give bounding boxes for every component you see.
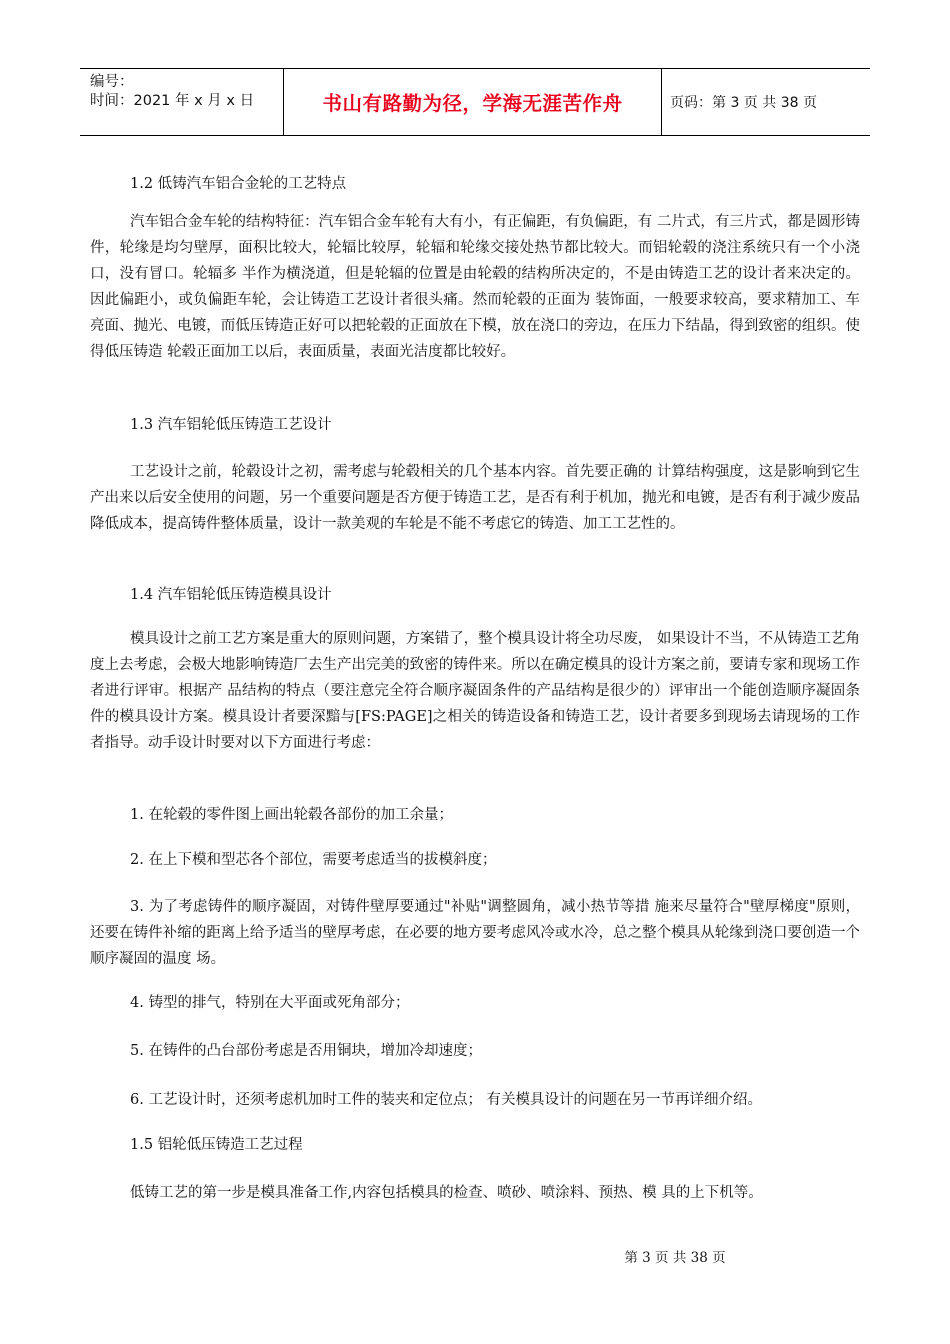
list-item: 5. 在铸件的凸台部份考虑是否用铜块，增加冷却速度； xyxy=(130,1043,482,1059)
list-item: 3. 为了考虑铸件的顺序凝固，对铸件壁厚要通过"补贴"调整圆角，减小热节等措 施来尽量符合"壁厚梯度"原则，还要在铸件补缩的距离上给予适当的壁厚考虑，在必要的地方要考虑风冷或水冷，总之整个模具从轮缘到浇口要创造一个顺序凝固的温度 场。 xyxy=(90,899,860,967)
page-header xyxy=(80,68,870,136)
list-item: 4. 铸型的排气，特别在大平面或死角部分； xyxy=(130,995,410,1011)
list-item: 6. 工艺设计时，还须考虑机加时工件的装夹和定位点； 有关模具设计的问题在另一节再详细介绍。 xyxy=(130,1092,763,1108)
section-heading: 1.5 铝轮低压铸造工艺过程 xyxy=(130,1137,303,1153)
date-label: 时间：2021 年 x 月 x 日 xyxy=(90,93,255,109)
header-motto: 书山有路勤为径，学海无涯苦作舟 xyxy=(322,92,623,115)
header-page-info: 页码：第 3 页 共 38 页 xyxy=(670,95,817,111)
section-heading: 1.3 汽车铝轮低压铸造工艺设计 xyxy=(130,417,332,433)
paragraph: 汽车铝合金车轮的结构特征：汽车铝合金车轮有大有小，有正偏距，有负偏距，有 二片式，有三片式，都是圆形铸件，轮缘是均匀壁厚，面积比较大，轮辐比较厚，轮辐和轮缘交接处热节都比较大。而铝轮毂的浇注系统只有一个小浇口，没有冒口。轮辐多 半作为横浇道，但是轮辐的位置是由轮毂的结构所决定的，不是由铸造工艺的设计者来决定的。因此偏距小，或负偏距车轮，会让铸造工艺设计者很头痛。然而轮毂的正面为 装饰面，一般要求较高，要求精加工、车亮面、抛光、电镀，而低压铸造正好可以把轮毂的正面放在下模，放在浇口的旁边，在压力下结晶，得到致密的组织。使得低压铸造 轮毂正面加工以后，表面质量，表面光洁度都比较好。 xyxy=(90,214,860,360)
paragraph: 工艺设计之前，轮毂设计之初，需考虑与轮毂相关的几个基本内容。首先要正确的 计算结构强度，这是影响到它生产出来以后安全使用的问题，另一个重要问题是否方便于铸造工艺，是否有利于机加，抛光和电镀，是否有利于减少废品降低成本，提高铸件整体质量，设计一款美观的车轮是不能不考虑它的铸造、加工工艺性的。 xyxy=(90,464,860,532)
header-divider xyxy=(661,69,662,135)
section-heading: 1.4 汽车铝轮低压铸造模具设计 xyxy=(130,587,332,603)
number-label: 编号： xyxy=(90,74,134,90)
paragraph: 模具设计之前工艺方案是重大的原则问题，方案错了，整个模具设计将全功尽废， 如果设计不当，不从铸造工艺角度上去考虑，会极大地影响铸造厂去生产出完美的致密的铸件来。所以在确定模具的设计方案之前，要请专家和现场工作者进行评审。根据产 品结构的特点（要注意完全符合顺序凝固条件的产品结构是很少的）评审出一个能创造顺序凝固条件的模具设计方案。模具设计者要深黯与[FS:PAGE]之相关的铸造设备和铸造工艺，设计者要多到现场去请现场的工作者指导。动手设计时要对以下方面进行考虑： xyxy=(90,631,860,751)
page-footer xyxy=(0,1246,950,1266)
list-item: 2. 在上下模和型芯各个部位，需要考虑适当的拔模斜度； xyxy=(130,852,497,868)
list-item: 1. 在轮毂的零件图上画出轮毂各部份的加工余量； xyxy=(130,807,453,823)
footer-page-number: 第 3 页 共 38 页 xyxy=(624,1250,726,1266)
section-heading: 1.2 低铸汽车铝合金轮的工艺特点 xyxy=(130,176,347,192)
paragraph: 低铸工艺的第一步是模具准备工作,内容包括模具的检查、喷砂、喷涂料、预热、模 具的上下机等。 xyxy=(130,1185,763,1201)
header-meta xyxy=(80,69,283,135)
